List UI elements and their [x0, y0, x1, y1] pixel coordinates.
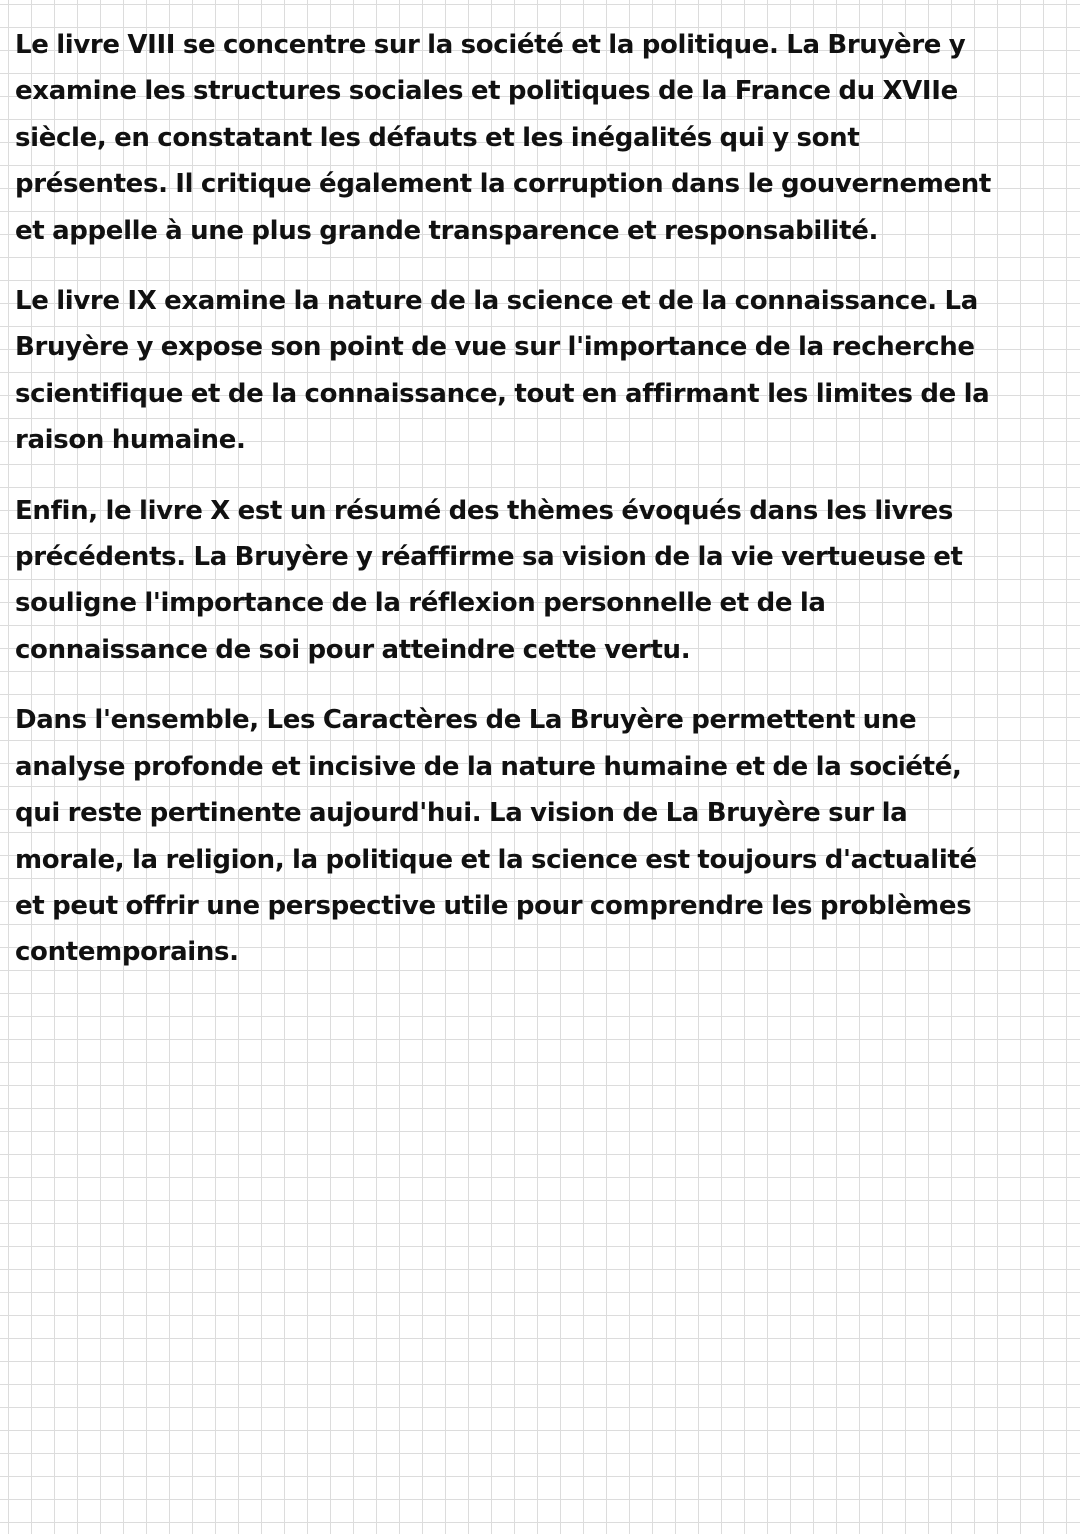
text-line: connaissance de soi pour atteindre cette vertu.: [15, 634, 691, 665]
paragraph-livre-viii: [15, 22, 1070, 254]
text-line: Bruyère y expose son point de vue sur l'importance de la recherche: [15, 332, 975, 363]
text-line: analyse profonde et incisive de la nature humaine et de la société,: [15, 751, 962, 782]
text-line: scientifique et de la connaissance, tout en affirmant les limites de la: [15, 378, 990, 409]
text-line: contemporains.: [15, 937, 239, 968]
text-line: et appelle à une plus grande transparence et responsabilité.: [15, 215, 879, 246]
grid-paper-page: [15, 22, 1070, 1000]
text-line: raison humaine.: [15, 425, 246, 456]
text-line: morale, la religion, la politique et la science est toujours d'actualité: [15, 844, 977, 875]
text-line: Dans l'ensemble, Les Caractères de La Bruyère permettent une: [15, 705, 917, 736]
text-line: siècle, en constatant les défauts et les inégalités qui y sont: [15, 122, 860, 153]
text-line: examine les structures sociales et politiques de la France du XVIIe: [15, 76, 958, 107]
paragraph-conclusion: [15, 697, 1070, 975]
text-line: Le livre IX examine la nature de la science et de la connaissance. La: [15, 286, 978, 317]
text-line: Enfin, le livre X est un résumé des thèmes évoqués dans les livres: [15, 495, 953, 526]
text-line: présentes. Il critique également la corruption dans le gouvernement: [15, 169, 991, 200]
text-line: Le livre VIII se concentre sur la société et la politique. La Bruyère y: [15, 30, 966, 60]
text-line: et peut offrir une perspective utile pour comprendre les problèmes: [15, 890, 972, 921]
paragraph-livre-ix: [15, 278, 1070, 464]
text-line: qui reste pertinente aujourd'hui. La vision de La Bruyère sur la: [15, 798, 908, 829]
text-line: précédents. La Bruyère y réaffirme sa vision de la vie vertueuse et: [15, 542, 963, 573]
text-line: souligne l'importance de la réflexion personnelle et de la: [15, 588, 826, 619]
paragraph-livre-x: [15, 488, 1070, 674]
